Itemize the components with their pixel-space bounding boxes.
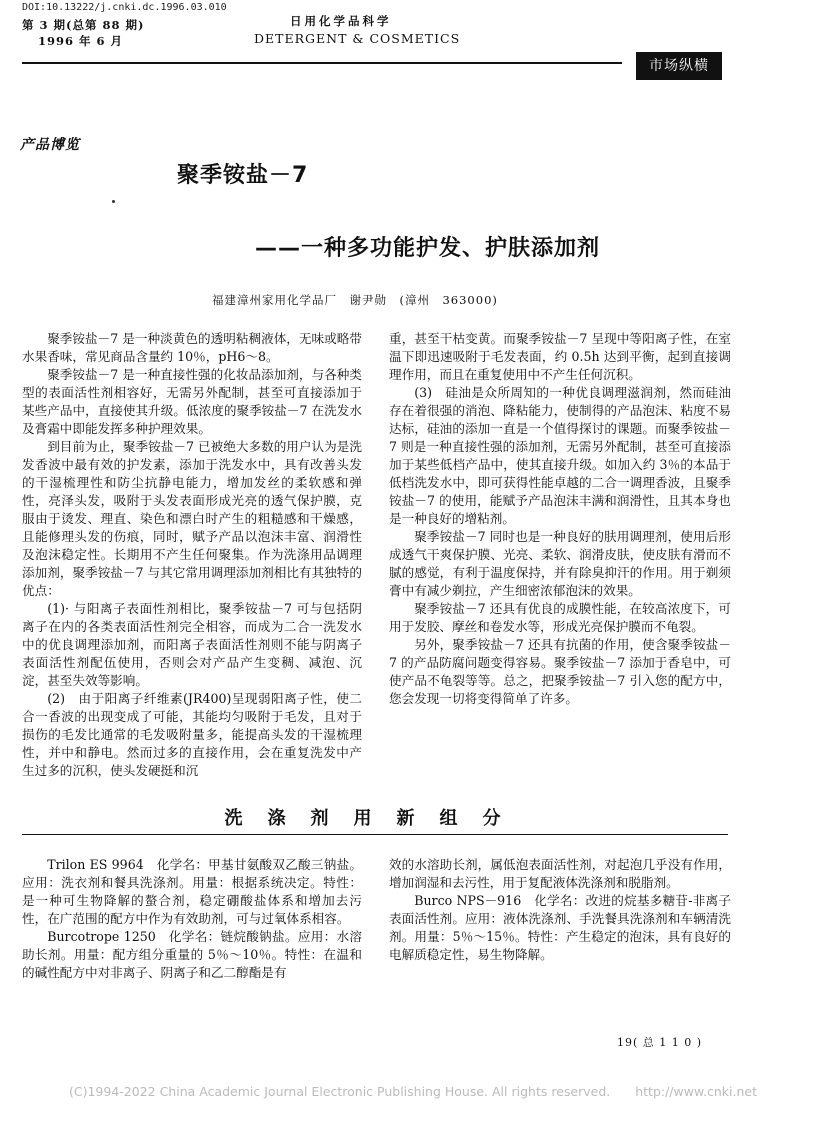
journal-title-en: DETERGENT & COSMETICS xyxy=(254,31,461,46)
doi-line: DOI:10.13222/j.cnki.dc.1996.03.010 xyxy=(22,2,227,13)
section-tab: 市场纵横 xyxy=(636,52,722,80)
paragraph: (1)· 与阳离子表面性剂相比，聚季铵盐－7 可与包括阴离子在内的各类表面活性剂完全相容，而成为二合一洗发水中的优良调理添加剂，而阳离子表面活性剂则不能与阴离子表面活性剂配伍使用，否则会对产品产生变稠、减泡、沉淀，甚至失效等影响。 xyxy=(22,601,362,688)
paragraph: Burcotrope 1250 化学名：链烷酸钠盐。应用：水溶助长剂。用量：配方组分重量的 5％～10％。特性：在温和的碱性配方中对非离子、阴离子和乙二醇酯是有 xyxy=(22,929,362,980)
paragraph: 重，甚至干枯变黄。而聚季铵盐－7 呈现中等阳离子性，在室温下即迅速吸附于毛发表面，约 0.5h 达到平衡，起到直接调理作用，而且在重复使用中不产生任何沉积。 xyxy=(389,331,731,382)
page-number: 19( 总 1 1 0 ) xyxy=(617,1036,703,1049)
article-subtitle: ——一种多功能护发、护肤添加剂 xyxy=(255,236,601,261)
paragraph: Trilon ES 9964 化学名：甲基甘氨酸双乙酸三钠盐。应用：洗衣剂和餐具洗涤剂。用量：根据系统决定。特性：是一种可生物降解的螯合剂，稳定硼酸盐体系和增加去污性，在广范围的配方中作为有效助剂，可与过氧体系相容。 xyxy=(22,857,362,926)
paragraph: 效的水溶助长剂，属低泡表面活性剂，对起泡几乎没有作用，增加润湿和去污性，用于复配液体洗涤剂和脱脂剂。 xyxy=(389,857,731,890)
copyright-footer: (C)1994-2022 China Academic Journal Electronic Publishing House. All rights reserved. http://www.cnki.net xyxy=(68,1084,758,1099)
article-title: 聚季铵盐－7 xyxy=(177,163,309,188)
section-left-column xyxy=(22,856,362,982)
paragraph: 另外，聚季铵盐－7 还具有抗菌的作用，使含聚季铵盐－7 的产品防腐问题变得容易。聚季铵盐－7 添加于香皂中，可使产品不龟裂等等。总之，把聚季铵盐－7 引入您的配方中，您会发现一切将变得简单了许多。 xyxy=(389,637,731,706)
article-right-column xyxy=(389,330,731,708)
article-left-column xyxy=(22,330,362,780)
paragraph: 聚季铵盐－7 是一种直接性强的化妆品添加剂，与各种类型的表面活性剂相容好，无需另外配制，甚至可直接添加于某些产品中，直接使其升级。低浓度的聚季铵盐－7 在洗发水及膏霜中即能发挥多种护理效果。 xyxy=(22,367,362,436)
decorative-dot xyxy=(112,200,115,203)
paragraph: Burco NPS－916 化学名：改进的烷基多糖苷-非离子表面活性剂。应用：液体洗涤剂、手洗餐具洗涤剂和车辆清洗剂。用量：5％～15％。特性：产生稳定的泡沫，具有良好的电解质稳定性，易生物降解。 xyxy=(389,893,731,962)
header-rule xyxy=(22,62,622,64)
issue-number: 第 3 期(总第 88 期) xyxy=(22,18,145,32)
paragraph: 聚季铵盐－7 同时也是一种良好的肤用调理剂，使用后形成透气干爽保护膜、光亮、柔软、润滑皮肤，使皮肤有滑而不腻的感觉，有利于温度保持，并有除臭抑汗的作用。用于剃须膏中有减少剃拉，产生细密浓郁泡沫的效果。 xyxy=(389,529,731,598)
section-right-column xyxy=(389,856,731,964)
section-rule xyxy=(22,834,728,835)
paragraph: 聚季铵盐－7 还具有优良的成膜性能，在较高浓度下，可用于发胶、摩丝和卷发水等，形成光亮保护膜而不龟裂。 xyxy=(389,601,731,634)
journal-title-cn: 日用化学品科学 xyxy=(290,14,392,28)
paragraph: (3) 硅油是众所周知的一种优良调理滋润剂，然而硅油存在着很强的消泡、降粘能力，使制得的产品泡沫、粘度不易达标，硅油的添加一直是一个值得探讨的课题。而聚季铵盐－7 则是一种直接性强的添加剂，无需另外配制，甚至可直接添加于某些低档产品中，使其直接升级。如加入约 3％的本品于低档洗发水中，即可获得性能卓越的二合一调理香波，且聚季铵盐－7 的使用，能赋予产品泡沫丰满和润滑性，且其本身也是一种良好的增粘剂。 xyxy=(389,385,731,526)
issue-date: 1996 年 6 月 xyxy=(38,34,124,48)
section-heading: 洗涤剂用新组分 xyxy=(224,808,526,829)
author-line: 福建漳州家用化学品厂 谢尹勋 (漳州 363000) xyxy=(212,293,498,307)
paragraph: (2) 由于阳离子纤维素(JR400)呈现弱阳离子性，使二合一香波的出现变成了可能，其能均匀吸附于毛发，且对于损伤的毛发比通常的毛发吸附量多，能提高头发的干湿梳理性，并中和静电。然而过多的直接作用，会在重复洗发中产生过多的沉积，使头发硬挺和沉 xyxy=(22,691,362,778)
paragraph: 到目前为止，聚季铵盐－7 已被绝大多数的用户认为是洗发香波中最有效的护发素，添加于洗发水中，具有改善头发的干湿梳理性和防尘抗静电能力，增加发丝的柔软感和弹性，亮泽头发，吸附于头发表面形成光亮的透气保护膜，克服由于烫发、理直、染色和漂白时产生的粗糙感和干燥感，且能修理头发的伤痕，同时，赋予产品以泡沫丰富、润滑性及泡沫稳定性。长期用不产生任何聚集。作为洗涤用品调理添加剂，聚季铵盐－7 与其它常用调理添加剂相比有其独特的优点： xyxy=(22,439,362,598)
paragraph: 聚季铵盐－7 是一种淡黄色的透明粘稠液体，无味或略带水果香味，常见商品含量约 10％，pH6～8。 xyxy=(22,331,362,364)
column-tag: 产品博览 xyxy=(20,137,80,153)
